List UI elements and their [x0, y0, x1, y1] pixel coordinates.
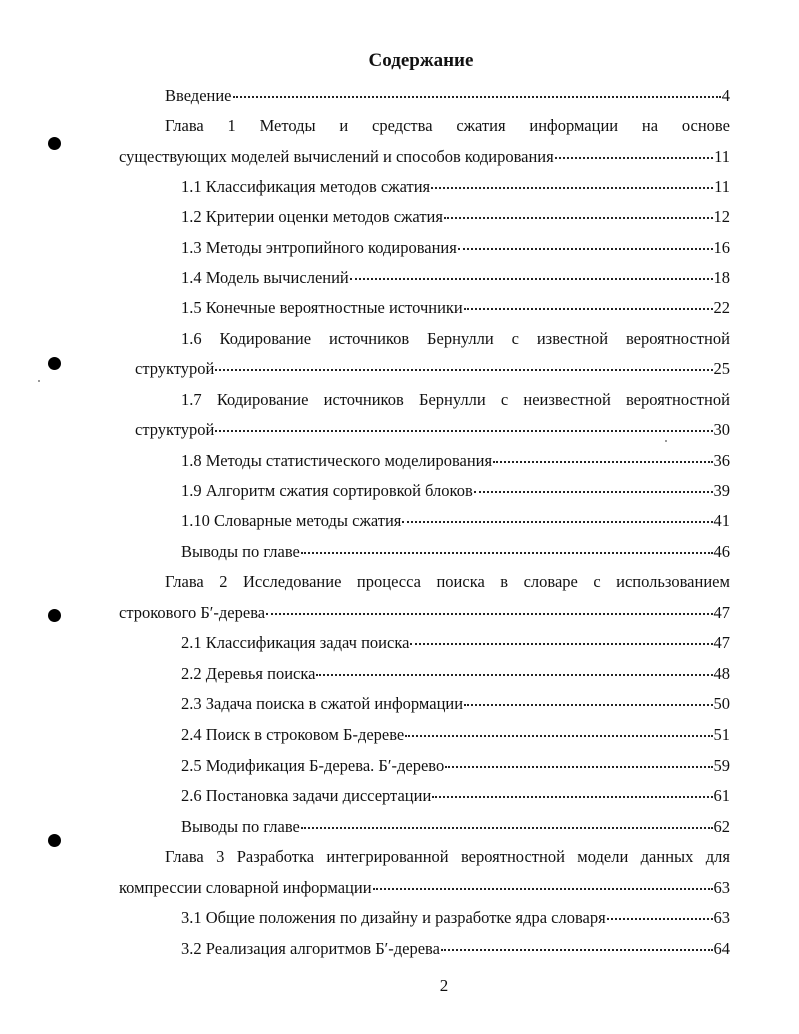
toc-entry-title: 1.1 Классификация методов сжатия	[181, 177, 431, 196]
word: с	[511, 329, 519, 348]
toc-entry-first-line[interactable]	[181, 389, 730, 411]
dot-leader	[555, 156, 713, 159]
word: Бернулли	[418, 390, 486, 409]
toc-entry-title: 1.3 Методы энтропийного кодирования	[181, 238, 457, 257]
toc-entry[interactable]	[181, 693, 730, 715]
toc-entry-page: 36	[713, 451, 730, 470]
toc-entry-title: 2.5 Модификация Б-дерева. Б′-дерево	[181, 756, 445, 775]
word: и	[339, 116, 349, 135]
toc-entry[interactable]	[181, 176, 730, 198]
scan-speck	[38, 380, 40, 382]
word: Глава	[165, 847, 204, 866]
toc-entry-page: 30	[713, 420, 730, 439]
toc-entry-page: 48	[713, 664, 730, 683]
dot-leader	[474, 490, 713, 493]
word: использованием	[616, 572, 730, 591]
dot-leader	[301, 551, 713, 554]
toc-entry-title: 2.2 Деревья поиска	[181, 664, 316, 683]
dot-leader	[410, 642, 712, 645]
dot-leader	[445, 765, 712, 768]
toc-entry-page: 50	[713, 694, 730, 713]
toc-entry-title: строкового Б′-дерева	[119, 603, 266, 622]
word: Исследование	[242, 572, 342, 591]
dot-leader	[432, 795, 712, 798]
word: информации	[529, 116, 619, 135]
toc-entry[interactable]	[181, 785, 730, 807]
page-number: 2	[439, 976, 449, 995]
word: 1.7	[181, 390, 202, 409]
margin-bullet	[48, 834, 61, 847]
toc-entry[interactable]	[181, 816, 730, 838]
toc-entry-title: 1.8 Методы статистического моделирования	[181, 451, 493, 470]
toc-entry[interactable]	[181, 510, 730, 532]
toc-entry-title: 2.1 Классификация задач поиска	[181, 633, 410, 652]
word: на	[641, 116, 659, 135]
word: Глава	[165, 572, 204, 591]
toc-entry[interactable]	[119, 602, 730, 624]
toc-entry-page: 25	[713, 359, 730, 378]
toc-entry-title: существующих моделей вычислений и способов кодирования	[119, 147, 554, 166]
word: Методы	[259, 116, 316, 135]
toc-entry-title: 1.4 Модель вычислений	[181, 268, 349, 287]
word: средства	[372, 116, 433, 135]
toc-entry-title: 3.1 Общие положения по дизайну и разработке ядра словаря	[181, 908, 606, 927]
word: Кодирование	[219, 329, 312, 348]
toc-entry[interactable]	[181, 663, 730, 685]
toc-entry[interactable]	[165, 85, 730, 107]
toc-entry-page: 12	[713, 207, 730, 226]
toc-entry-first-line[interactable]	[165, 571, 730, 593]
toc-entry[interactable]	[181, 450, 730, 472]
word: 3	[216, 847, 225, 866]
toc-entry[interactable]	[119, 146, 730, 168]
dot-leader	[405, 734, 712, 737]
toc-entry-page: 63	[713, 908, 730, 927]
toc-entry-title: компрессии словарной информации	[119, 878, 372, 897]
toc-entry[interactable]	[181, 297, 730, 319]
toc-entry-page: 11	[714, 177, 730, 196]
word: 1.6	[181, 329, 202, 348]
word: с	[500, 390, 509, 409]
toc-entry[interactable]	[181, 267, 730, 289]
toc-entry-page: 62	[713, 817, 730, 836]
toc-entry-page: 4	[721, 86, 730, 105]
toc-entry-title: 1.9 Алгоритм сжатия сортировкой блоков	[181, 481, 473, 500]
dot-leader	[464, 703, 712, 706]
word: вероятностной	[625, 390, 730, 409]
word: вероятностной	[625, 329, 730, 348]
word: с	[593, 572, 601, 591]
dot-leader	[350, 277, 713, 280]
toc-entry-first-line[interactable]	[181, 328, 730, 350]
margin-bullet	[48, 609, 61, 622]
word: источников	[328, 329, 410, 348]
dot-leader	[441, 948, 713, 951]
toc-entry-page: 16	[713, 238, 730, 257]
toc-entry-page: 11	[714, 147, 730, 166]
toc-entry-page: 47	[713, 633, 730, 652]
word: модели	[577, 847, 629, 866]
dot-leader	[493, 460, 712, 463]
dot-leader	[266, 612, 712, 615]
word: Разработка	[236, 847, 315, 866]
word: сжатия	[456, 116, 506, 135]
word: основе	[681, 116, 730, 135]
toc-entry-title: 1.10 Словарные методы сжатия	[181, 511, 402, 530]
toc-entry[interactable]	[181, 907, 730, 929]
word: в	[500, 572, 509, 591]
dot-leader	[464, 307, 713, 310]
toc-entry-page: 22	[713, 298, 730, 317]
word: источников	[323, 390, 404, 409]
toc-entry-first-line[interactable]	[165, 115, 730, 137]
word: Глава	[165, 116, 204, 135]
toc-entry[interactable]	[119, 877, 730, 899]
word: процесса	[356, 572, 421, 591]
dot-leader	[444, 216, 713, 219]
word: известной	[536, 329, 609, 348]
toc-entry-page: 51	[713, 725, 730, 744]
dot-leader	[316, 673, 712, 676]
toc-entry[interactable]	[135, 358, 730, 380]
word: интегрированной	[326, 847, 449, 866]
toc-entry[interactable]	[181, 938, 730, 960]
toc-entry[interactable]	[181, 541, 730, 563]
word: данных	[640, 847, 694, 866]
dot-leader	[607, 917, 713, 920]
toc-entry[interactable]	[181, 632, 730, 654]
toc-entry[interactable]	[181, 724, 730, 746]
dot-leader	[373, 887, 713, 890]
dot-leader	[215, 429, 712, 432]
toc-entry-title: 3.2 Реализация алгоритмов Б′-дерева	[181, 939, 440, 958]
toc-entry-page: 61	[713, 786, 730, 805]
toc-entry-page: 47	[713, 603, 730, 622]
dot-leader	[431, 186, 713, 189]
word: 2	[219, 572, 228, 591]
word: вероятностной	[460, 847, 565, 866]
toc-entry-title: 2.6 Постановка задачи диссертации	[181, 786, 432, 805]
toc-entry-page: 18	[713, 268, 730, 287]
word: Кодирование	[216, 390, 309, 409]
toc-entry[interactable]	[181, 480, 730, 502]
toc-entry-page: 64	[713, 939, 730, 958]
margin-bullet	[48, 137, 61, 150]
toc-entry-title: Введение	[165, 86, 232, 105]
toc-entry-page: 41	[713, 511, 730, 530]
toc-entry-page: 46	[713, 542, 730, 561]
word: поиска	[436, 572, 485, 591]
dot-leader	[215, 368, 712, 371]
margin-bullet	[48, 357, 61, 370]
toc-entry-title: Выводы по главе	[181, 817, 300, 836]
word: 1	[227, 116, 236, 135]
toc-entry-title: 1.5 Конечные вероятностные источники	[181, 298, 463, 317]
toc-entry-page: 63	[713, 878, 730, 897]
dot-leader	[233, 95, 721, 98]
word: Бернулли	[427, 329, 494, 348]
toc-entry-title: структурой	[135, 420, 215, 439]
dot-leader	[301, 826, 713, 829]
word: для	[705, 847, 730, 866]
dot-leader	[402, 520, 712, 523]
toc-entry[interactable]	[181, 237, 730, 259]
toc-entry[interactable]	[135, 419, 730, 441]
toc-entry-title: структурой	[135, 359, 215, 378]
page-title: Содержание	[368, 50, 474, 71]
word: неизвестной	[523, 390, 611, 409]
toc-entry-page: 39	[713, 481, 730, 500]
toc-entry[interactable]	[181, 755, 730, 777]
toc-entry-first-line[interactable]	[165, 846, 730, 868]
word: словаре	[523, 572, 578, 591]
toc-entry-page: 59	[713, 756, 730, 775]
dot-leader	[458, 247, 713, 250]
toc-entry-title: 2.3 Задача поиска в сжатой информации	[181, 694, 464, 713]
toc-entry-title: 1.2 Критерии оценки методов сжатия	[181, 207, 443, 226]
toc-entry-title: 2.4 Поиск в строковом Б-дереве	[181, 725, 405, 744]
toc-entry[interactable]	[181, 206, 730, 228]
toc-entry-title: Выводы по главе	[181, 542, 300, 561]
